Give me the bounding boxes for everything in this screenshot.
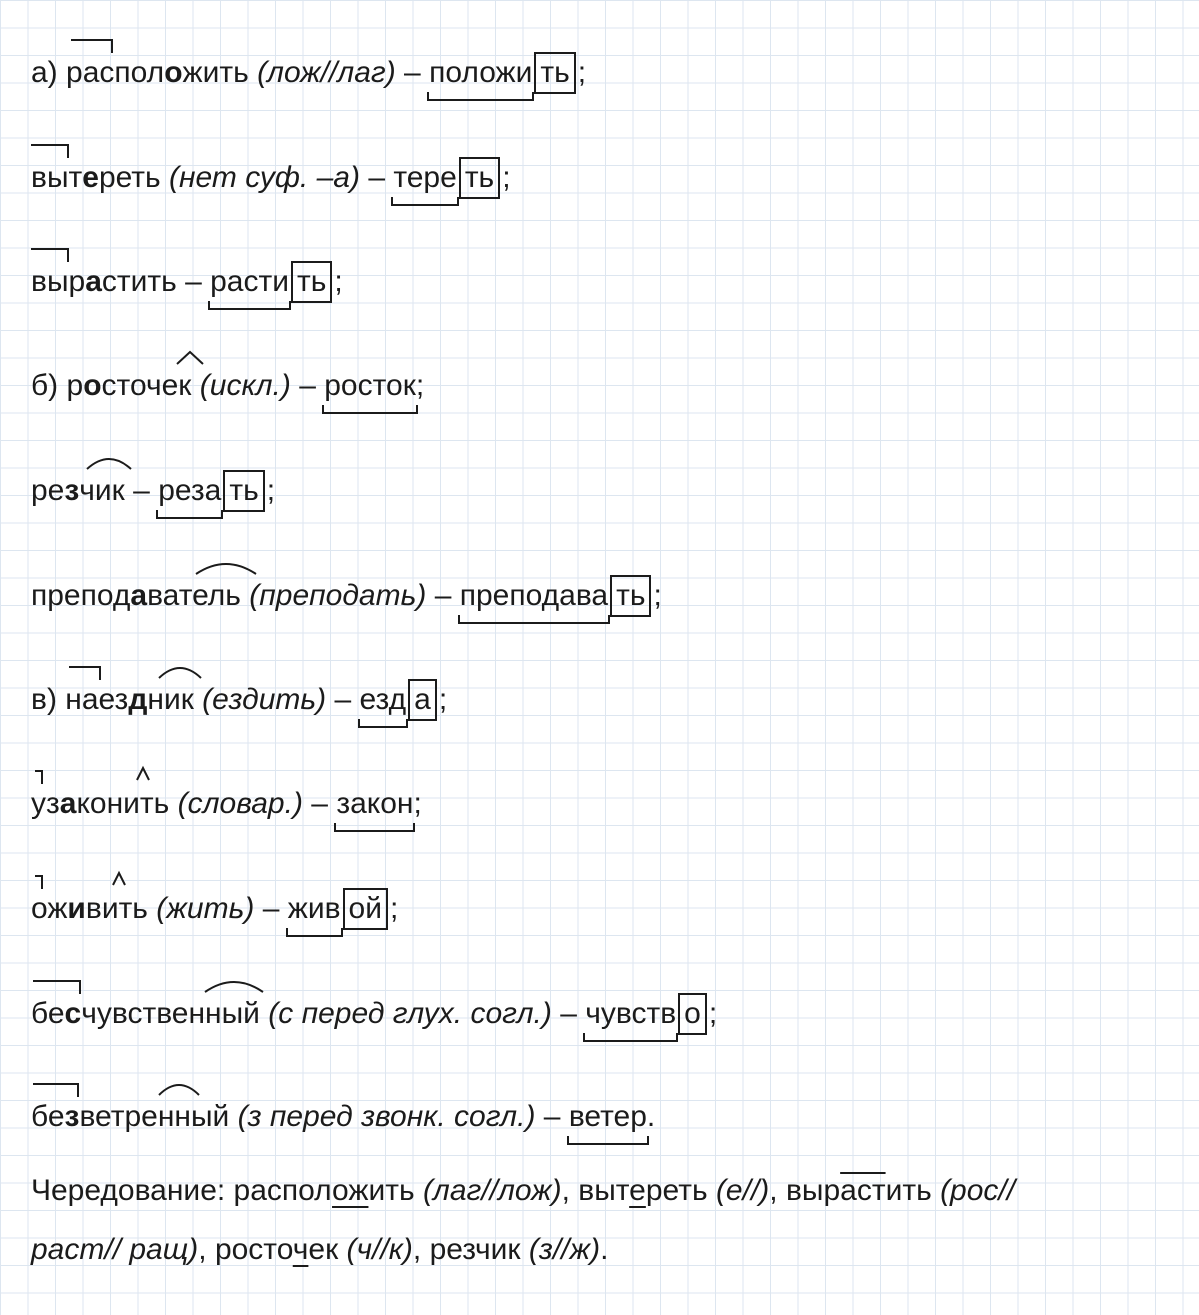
note: (с перед глух. согл.) bbox=[268, 997, 552, 1030]
prefix-mark bbox=[69, 666, 101, 680]
punctuation: ; bbox=[415, 369, 425, 402]
footer-word: вырастить bbox=[785, 1174, 932, 1207]
word: безветренный bbox=[31, 1097, 229, 1137]
footer-word: резчик bbox=[429, 1233, 521, 1266]
suffix-mark bbox=[85, 455, 133, 471]
section-label-c: в) bbox=[31, 683, 57, 716]
ending-box: ть bbox=[459, 157, 500, 199]
root-word: чувств bbox=[585, 994, 676, 1034]
line-a2 bbox=[31, 157, 511, 197]
note: (з перед звонк. согл.) bbox=[237, 1100, 536, 1133]
word: вытереть bbox=[31, 158, 161, 198]
suffix-mark bbox=[111, 871, 127, 887]
line-b2 bbox=[31, 470, 275, 510]
dash: – bbox=[368, 161, 385, 194]
root-mark bbox=[391, 197, 458, 206]
footer-word: росточек bbox=[214, 1233, 339, 1266]
root-mark bbox=[358, 719, 409, 728]
punctuation: ; bbox=[266, 474, 276, 507]
suffix-mark bbox=[194, 560, 258, 576]
root-word: расти bbox=[210, 262, 289, 302]
root-mark bbox=[156, 510, 223, 519]
dash: – bbox=[185, 265, 202, 298]
suffix-mark bbox=[135, 766, 151, 782]
punctuation: ; bbox=[438, 683, 448, 716]
root-mark bbox=[208, 301, 291, 310]
punctuation: . bbox=[646, 1100, 656, 1133]
word: расположить bbox=[66, 53, 249, 93]
prefix-mark bbox=[33, 1083, 79, 1097]
root-word: ветер bbox=[569, 1097, 647, 1137]
root-mark bbox=[567, 1136, 649, 1145]
ending-box: ть bbox=[534, 52, 575, 94]
punctuation: ; bbox=[708, 997, 718, 1030]
suffix-mark bbox=[157, 1081, 201, 1097]
dash: – bbox=[311, 787, 328, 820]
punctuation: ; bbox=[502, 161, 511, 194]
dash: – bbox=[299, 369, 316, 402]
ending-box: ть bbox=[223, 470, 264, 512]
prefix-mark bbox=[71, 39, 113, 53]
dash: – bbox=[334, 683, 352, 716]
line-c5 bbox=[31, 1097, 655, 1137]
ending-box: о bbox=[678, 993, 707, 1035]
word: преподаватель bbox=[31, 576, 241, 616]
word: наездник bbox=[65, 680, 194, 720]
root-mark bbox=[427, 92, 534, 101]
footer-note: (рос// bbox=[940, 1174, 1016, 1207]
line-a3 bbox=[31, 261, 343, 301]
footer-line-2: раст// ращ), росточек (ч//к), резчик (з//ж). bbox=[31, 1233, 609, 1266]
note: (преподать) bbox=[249, 579, 427, 612]
prefix-mark bbox=[35, 770, 43, 784]
note: (искл.) bbox=[199, 369, 291, 402]
root-mark bbox=[286, 928, 343, 937]
dash: – bbox=[262, 892, 280, 925]
suffix-mark bbox=[203, 978, 265, 994]
note: (жить) bbox=[156, 892, 255, 925]
ending-box: а bbox=[408, 679, 437, 721]
prefix-mark bbox=[33, 980, 81, 994]
word: узаконить bbox=[31, 784, 169, 824]
suffix-mark bbox=[175, 350, 205, 366]
root-mark bbox=[322, 405, 418, 414]
footer-note: (лаг//лож) bbox=[422, 1174, 562, 1207]
line-c3 bbox=[31, 888, 398, 928]
word: резчик bbox=[31, 471, 125, 511]
root-word: закон bbox=[336, 784, 413, 824]
note: (словар.) bbox=[177, 787, 303, 820]
word: бесчувственный bbox=[31, 994, 260, 1034]
prefix-mark bbox=[35, 875, 43, 889]
footer-note: (е//) bbox=[715, 1174, 770, 1207]
root-word: тере bbox=[393, 158, 456, 198]
line-c2 bbox=[31, 784, 422, 824]
ending-box: ть bbox=[291, 261, 332, 303]
line-b1 bbox=[31, 366, 424, 406]
punctuation: ; bbox=[653, 579, 662, 612]
dash: – bbox=[434, 579, 452, 612]
footer-line-1: Чередование: расположить (лаг//лож), вытереть (е//), вырастить (рос// bbox=[31, 1174, 1016, 1207]
root-mark bbox=[458, 615, 610, 624]
note: (лож//лаг) bbox=[257, 56, 396, 89]
punctuation: ; bbox=[577, 56, 587, 89]
footer-heading: Чередование: bbox=[31, 1174, 234, 1207]
prefix-mark bbox=[31, 144, 69, 158]
punctuation: ; bbox=[389, 892, 399, 925]
dash: – bbox=[404, 56, 421, 89]
prefix-mark bbox=[31, 248, 69, 262]
line-b3 bbox=[31, 575, 662, 615]
root-word: езд bbox=[360, 680, 407, 720]
root-word: положи bbox=[429, 53, 532, 93]
footer-word: вытереть bbox=[578, 1174, 708, 1207]
section-label-b: б) bbox=[31, 369, 59, 402]
suffix-mark bbox=[157, 664, 203, 680]
root-word: жив bbox=[288, 889, 341, 929]
line-c1 bbox=[31, 679, 447, 719]
dash: – bbox=[133, 474, 150, 507]
section-label-a: а) bbox=[31, 56, 58, 89]
ending-box: ой bbox=[343, 888, 388, 930]
footer-note: раст// ращ) bbox=[31, 1233, 199, 1266]
note: (нет суф. –а) bbox=[169, 161, 360, 194]
line-c4 bbox=[31, 993, 717, 1033]
footer-note: (ч//к) bbox=[346, 1233, 413, 1266]
word: вырастить bbox=[31, 262, 177, 302]
note: (ездить) bbox=[202, 683, 327, 716]
line-a1 bbox=[31, 52, 586, 92]
footer-word: расположить bbox=[233, 1174, 415, 1207]
dash: – bbox=[543, 1100, 561, 1133]
footer-note: (з//ж) bbox=[528, 1233, 601, 1266]
root-word: преподава bbox=[460, 576, 608, 616]
punctuation: ; bbox=[334, 265, 343, 298]
root-word: реза bbox=[158, 471, 221, 511]
root-word: росток bbox=[324, 366, 416, 406]
word: оживить bbox=[31, 889, 148, 929]
word: росточек bbox=[67, 366, 192, 406]
dash: – bbox=[560, 997, 577, 1030]
root-mark bbox=[334, 823, 415, 832]
punctuation: ; bbox=[413, 787, 422, 820]
root-mark bbox=[583, 1033, 678, 1042]
ending-box: ть bbox=[610, 575, 651, 617]
